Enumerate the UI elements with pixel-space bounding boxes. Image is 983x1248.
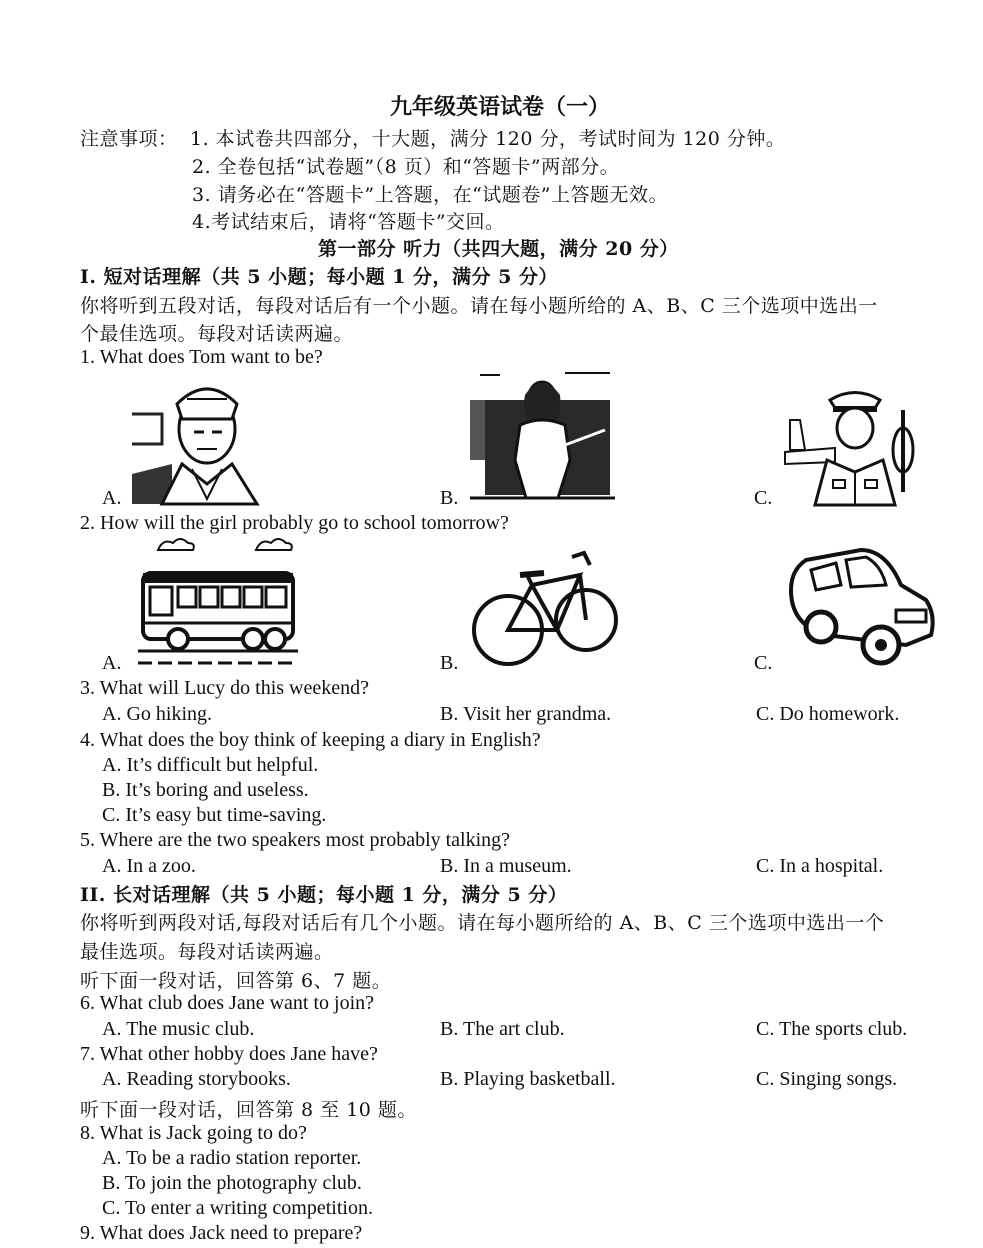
car-image bbox=[786, 545, 936, 667]
notice-item-4: 4.考试结束后，请将“答题卡”交回。 bbox=[192, 211, 505, 233]
q7-text: 7. What other hobby does Jane have? bbox=[80, 1043, 378, 1065]
notice-item-2: 2. 全卷包括“试卷题”（8 页）和“答题卡”两部分。 bbox=[192, 156, 620, 178]
q1-option-c: C. bbox=[754, 487, 773, 509]
q9-text: 9. What does Jack need to prepare? bbox=[80, 1222, 363, 1244]
q3-option-b: B. Visit her grandma. bbox=[440, 703, 612, 725]
section2-instruction-1: 你将听到两段对话,每段对话后有几个小题。请在每小题所给的 A、B、C 三个选项中选出一个 bbox=[80, 912, 885, 934]
notice-item-3: 3. 请务必在“答题卡”上答题，在“试题卷”上答题无效。 bbox=[192, 184, 669, 206]
q4-option-c: C. It’s easy but time-saving. bbox=[102, 804, 327, 826]
q7-option-b: B. Playing basketball. bbox=[440, 1068, 616, 1090]
q6-option-a: A. The music club. bbox=[102, 1018, 255, 1040]
notice-label: 注意事项： bbox=[80, 128, 178, 150]
section1-instruction-2: 个最佳选项。每段对话读两遍。 bbox=[80, 323, 354, 345]
part1-heading: 第一部分 听力（共四大题，满分 20 分） bbox=[318, 238, 679, 260]
q4-option-a: A. It’s difficult but helpful. bbox=[102, 754, 319, 776]
q4-option-b: B. It’s boring and useless. bbox=[102, 779, 309, 801]
section2-heading: II. 长对话理解（共 5 小题；每小题 1 分，满分 5 分） bbox=[80, 884, 568, 906]
q5-option-a: A. In a zoo. bbox=[102, 855, 196, 877]
q6-option-b: B. The art club. bbox=[440, 1018, 565, 1040]
q7-option-a: A. Reading storybooks. bbox=[102, 1068, 291, 1090]
q5-option-c: C. In a hospital. bbox=[756, 855, 884, 877]
q1-option-b: B. bbox=[440, 487, 459, 509]
page-title: 九年级英语试卷（一） bbox=[390, 94, 611, 120]
section2-listen-2: 听下面一段对话，回答第 8 至 10 题。 bbox=[80, 1099, 417, 1121]
pilot-image bbox=[785, 380, 925, 505]
section2-listen-1: 听下面一段对话，回答第 6、7 题。 bbox=[80, 970, 392, 992]
section1-heading: I. 短对话理解（共 5 小题；每小题 1 分，满分 5 分） bbox=[80, 266, 558, 288]
q2-text: 2. How will the girl probably go to school tomorrow? bbox=[80, 512, 509, 534]
q6-option-c: C. The sports club. bbox=[756, 1018, 908, 1040]
q8-option-c: C. To enter a writing competition. bbox=[102, 1197, 373, 1219]
q3-text: 3. What will Lucy do this weekend? bbox=[80, 677, 370, 699]
q1-text: 1. What does Tom want to be? bbox=[80, 346, 323, 368]
section2-instruction-2: 最佳选项。每段对话读两遍。 bbox=[80, 941, 334, 963]
q2-option-a: A. bbox=[102, 652, 122, 674]
section1-instruction-1: 你将听到五段对话，每段对话后有一个小题。请在每小题所给的 A、B、C 三个选项中选出一 bbox=[80, 295, 878, 317]
bus-image bbox=[138, 535, 298, 667]
teacher-image bbox=[470, 370, 615, 505]
bicycle-image bbox=[472, 545, 620, 670]
q8-text: 8. What is Jack going to do? bbox=[80, 1122, 307, 1144]
q7-option-c: C. Singing songs. bbox=[756, 1068, 898, 1090]
q3-option-c: C. Do homework. bbox=[756, 703, 900, 725]
q5-text: 5. Where are the two speakers most probably talking? bbox=[80, 829, 511, 851]
notice-item-1: 1. 本试卷共四部分，十大题，满分 120 分，考试时间为 120 分钟。 bbox=[190, 128, 786, 150]
q8-option-a: A. To be a radio station reporter. bbox=[102, 1147, 362, 1169]
q2-option-b: B. bbox=[440, 652, 459, 674]
q3-option-a: A. Go hiking. bbox=[102, 703, 212, 725]
q1-option-a: A. bbox=[102, 487, 122, 509]
doctor-image bbox=[132, 374, 277, 504]
q8-option-b: B. To join the photography club. bbox=[102, 1172, 362, 1194]
q2-option-c: C. bbox=[754, 652, 773, 674]
q4-text: 4. What does the boy think of keeping a diary in English? bbox=[80, 729, 541, 751]
q6-text: 6. What club does Jane want to join? bbox=[80, 992, 375, 1014]
q5-option-b: B. In a museum. bbox=[440, 855, 572, 877]
